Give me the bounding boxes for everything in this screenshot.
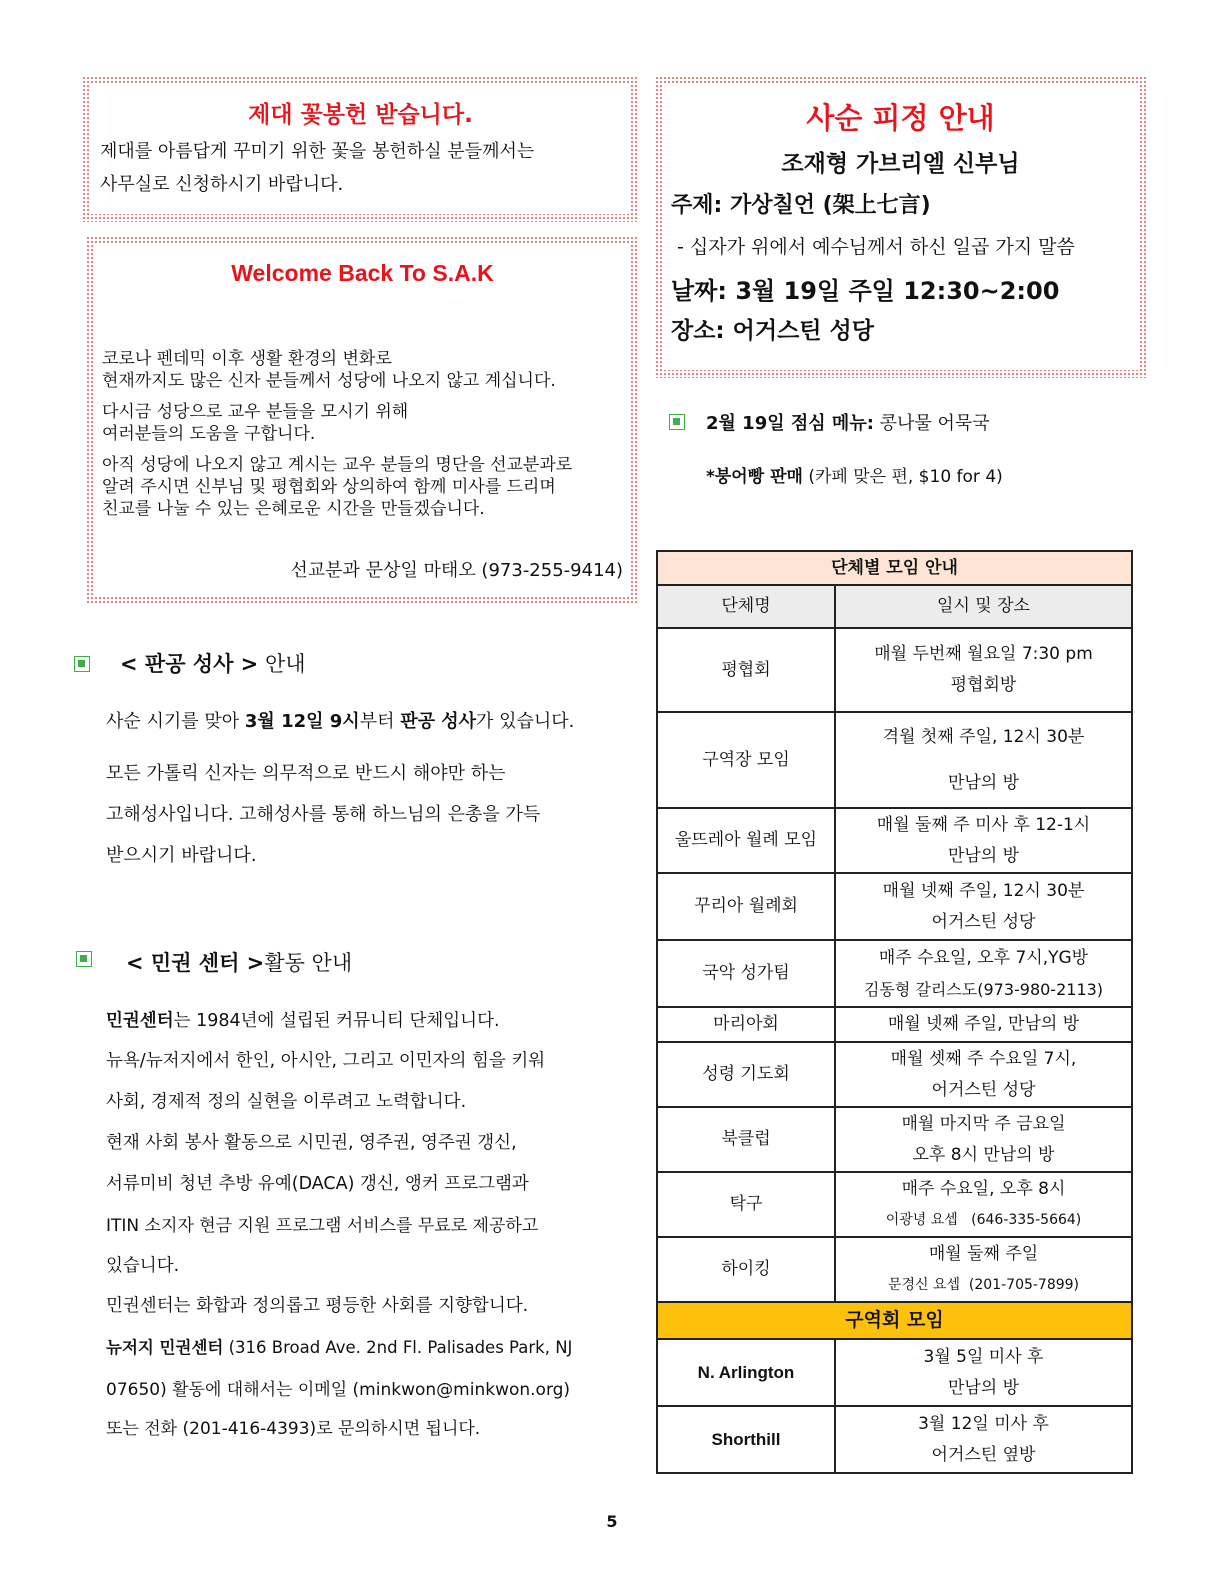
bread-sale-label: *붕어빵 판매 [706,467,803,487]
confession-line1-e: 가 있습니다. [476,711,575,732]
lent-retreat-box [655,76,1146,378]
minkwon-line1-b: 는 1984년에 설립된 커뮤니티 단체입니다. [173,1011,500,1031]
schedule-header-row [657,585,1132,628]
group-time-line1: 매월 넷째 주일, 만남의 방 [835,1007,1132,1042]
group-time [835,1042,1132,1107]
confession-line1 [106,707,574,733]
lent-retreat-subtopic: - 십자가 위에서 예수님께서 하신 일곱 가지 말씀 [677,236,1075,258]
welcome-contact: 선교분과 문상일 마태오 (973-255-9414) [290,560,623,581]
minkwon-line4: 현재 사회 봉사 활동으로 시민권, 영주권, 영주권 갱신, [106,1133,517,1153]
lunch-menu-line [706,409,990,435]
minkwon-bullet-icon [76,951,92,967]
group-time [835,808,1132,873]
welcome-p1-line1: 코로나 펜데믹 이후 생활 환경의 변화로 [102,349,392,369]
lent-retreat-inner [663,84,1138,370]
group-time [835,873,1132,940]
table-row [657,1007,1132,1042]
group-time-line1: 매월 마지막 주 금요일 [901,1113,1066,1134]
confession-heading-rest: 안내 [258,652,306,676]
group-time-line2: 평협회방 [950,675,1017,695]
flower-offering-box [82,76,639,222]
group-time [835,1172,1132,1237]
district-meeting-title: 구역회 모임 [657,1302,1132,1339]
group-time [835,712,1132,808]
table-row [657,873,1132,940]
minkwon-line3: 사회, 경제적 정의 실현을 이루려고 노력합니다. [106,1092,467,1112]
welcome-p2-line1: 다시금 성당으로 교우 분들을 모시기 위해 [102,402,409,422]
district-time [835,1339,1132,1406]
welcome-p3-line3: 친교를 나눌 수 있는 은혜로운 시간을 만들겠습니다. [102,499,485,519]
confession-line1-c: 부터 [359,711,401,732]
group-schedule-table [656,550,1133,1474]
minkwon-line9 [106,1334,572,1358]
group-name: 구역장 모임 [657,712,835,808]
lent-retreat-priest: 조재형 가브리엘 신부님 [781,151,1020,177]
lent-retreat-place: 장소: 어거스틴 성당 [671,318,874,344]
minkwon-heading-bold: < 민권 센터 > [126,951,265,975]
schedule-col-time: 일시 및 장소 [835,585,1132,628]
group-time [835,1107,1132,1172]
minkwon-line6: ITIN 소지자 현금 지원 프로그램 서비스를 무료로 제공하고 [106,1216,539,1236]
lent-retreat-title: 사순 피정 안내 [806,101,995,135]
welcome-p3-line1: 아직 성당에 나오지 않고 계시는 교우 분들의 명단을 선교분과로 [102,455,573,475]
confession-line2: 모든 가톨릭 신자는 의무적으로 반드시 해야만 하는 [106,763,506,784]
table-row [657,940,1132,1007]
group-time-line1: 매월 셋째 주 수요일 7시, [890,1048,1077,1069]
table-row [657,1042,1132,1107]
bread-sale-line [706,462,1003,487]
lunch-menu-value: 콩나물 어묵국 [873,413,990,434]
table-row [657,1172,1132,1237]
group-time-line1: 매월 둘째 주일 [928,1243,1039,1264]
group-time-line1: 매월 둘째 주 미사 후 12-1시 [876,814,1091,835]
group-time [835,940,1132,1007]
group-name: 탁구 [657,1172,835,1237]
group-name: 꾸리아 월례회 [657,873,835,940]
flower-offering-line2: 사무실로 신청하시기 바랍니다. [100,174,344,195]
group-name: 울뜨레아 월례 모임 [657,808,835,873]
table-row [657,1107,1132,1172]
confession-heading [120,648,306,678]
district-time [835,1406,1132,1473]
group-time-line2: 만남의 방 [947,845,1020,866]
lunch-menu-label: 2월 19일 점심 메뉴: [706,413,874,434]
welcome-back-title: Welcome Back To S.A.K [231,260,494,286]
group-time [835,1237,1132,1302]
lunch-bullet-icon [669,414,685,430]
lent-retreat-topic: 주제: 가상칠언 (架上七言) [671,193,931,218]
table-row [657,712,1132,808]
bread-sale-detail: (카페 맞은 편, $10 for 4) [802,467,1003,487]
flower-offering-inner [90,84,631,214]
group-time-line2: 오후 8시 만남의 방 [912,1144,1055,1165]
district-time-line1: 3월 5일 미사 후 [923,1346,1044,1367]
group-name: 성령 기도회 [657,1042,835,1107]
welcome-p2-line2: 여러분들의 도움을 구합니다. [102,424,316,444]
schedule-col-name: 단체명 [657,585,835,628]
group-time [835,628,1132,712]
confession-line3: 고해성사입니다. 고해성사를 통해 하느님의 은총을 가득 [106,804,541,825]
flower-offering-line1: 제대를 아름답게 꾸미기 위한 꽃을 봉헌하실 분들께서는 [100,141,535,162]
minkwon-line2: 뉴욕/뉴저지에서 한인, 아시안, 그리고 이민자의 힘을 키워 [106,1051,546,1071]
table-row [657,1237,1132,1302]
group-time-line1: 매주 수요일, 오후 7시,YG방 [878,947,1089,968]
welcome-p3-line2: 알려 주시면 신부님 및 평협회와 상의하여 함께 미사를 드리며 [102,477,556,497]
district-name: N. Arlington [657,1339,835,1406]
minkwon-line10: 07650) 활동에 대해서는 이메일 (minkwon@minkwon.org) [106,1380,571,1400]
group-time-line2: 어거스틴 성당 [931,911,1036,932]
district-time-line1: 3월 12일 미사 후 [918,1413,1049,1434]
district-time-line2: 어거스틴 옆방 [931,1444,1036,1465]
group-name: 북클럽 [657,1107,835,1172]
page-number: 5 [606,1512,618,1531]
table-row [657,1339,1132,1406]
minkwon-line5: 서류미비 청년 추방 유예(DACA) 갱신, 앵커 프로그램과 [106,1174,529,1194]
confession-line1-a: 사순 시기를 맞아 [106,711,245,732]
group-name: 평협회 [657,628,835,712]
lent-retreat-date: 날짜: 3월 19일 주일 12:30~2:00 [671,277,1060,305]
minkwon-heading-rest: 활동 안내 [264,951,353,975]
minkwon-heading [126,947,352,977]
confession-bullet-icon [74,656,90,672]
minkwon-line7: 있습니다. [106,1256,180,1276]
district-time-line2: 만남의 방 [947,1377,1020,1398]
table-row [657,808,1132,873]
group-name: 마리아회 [657,1007,835,1042]
table-row [657,628,1132,712]
minkwon-line11: 또는 전화 (201-416-4393)로 문의하시면 됩니다. [106,1419,481,1439]
minkwon-line9-b: (316 Broad Ave. 2nd Fl. Palisades Park, NJ [223,1338,573,1357]
group-time-line1: 매월 넷째 주일, 12시 30분 [882,880,1085,901]
welcome-p1-line2: 현재까지도 많은 신자 분들께서 성당에 나오지 않고 계십니다. [102,371,556,391]
group-time-line2: 만남의 방 [947,773,1020,793]
confession-line1-b: 3월 12일 9시 [244,711,360,732]
confession-heading-bold: < 판공 성사 > [120,652,259,676]
district-name: Shorthill [657,1406,835,1473]
group-time-line1: 매주 수요일, 오후 8시 [901,1178,1066,1199]
group-time-line2: 이광녕 요셉 (646-335-5664) [885,1211,1082,1228]
welcome-back-box [86,236,639,604]
group-time-line2: 문경신 요셉 (201-705-7899) [887,1276,1080,1293]
schedule-title: 단체별 모임 안내 [657,551,1132,585]
group-time-line1: 격월 첫째 주일, 12시 30분 [882,727,1085,747]
group-name: 국악 성가팀 [657,940,835,1007]
group-time-line2: 어거스틴 성당 [931,1079,1036,1100]
minkwon-line9-a: 뉴저지 민권센터 [106,1338,224,1357]
group-time-line1: 매월 두번째 월요일 7:30 pm [874,644,1093,664]
group-time-line2: 김동형 갈리스도(973-980-2113) [863,979,1104,999]
table-row [657,1406,1132,1473]
group-name: 하이킹 [657,1237,835,1302]
minkwon-line8: 민권센터는 화합과 정의롭고 평등한 사회를 지향합니다. [106,1296,529,1316]
minkwon-line1-a: 민권센터 [106,1011,174,1031]
confession-line1-d: 판공 성사 [400,711,477,732]
flower-offering-title: 제대 꽃봉헌 받습니다. [248,102,473,128]
minkwon-line1 [106,1007,500,1032]
confession-line4: 받으시기 바랍니다. [106,845,257,866]
welcome-back-inner [94,244,631,596]
